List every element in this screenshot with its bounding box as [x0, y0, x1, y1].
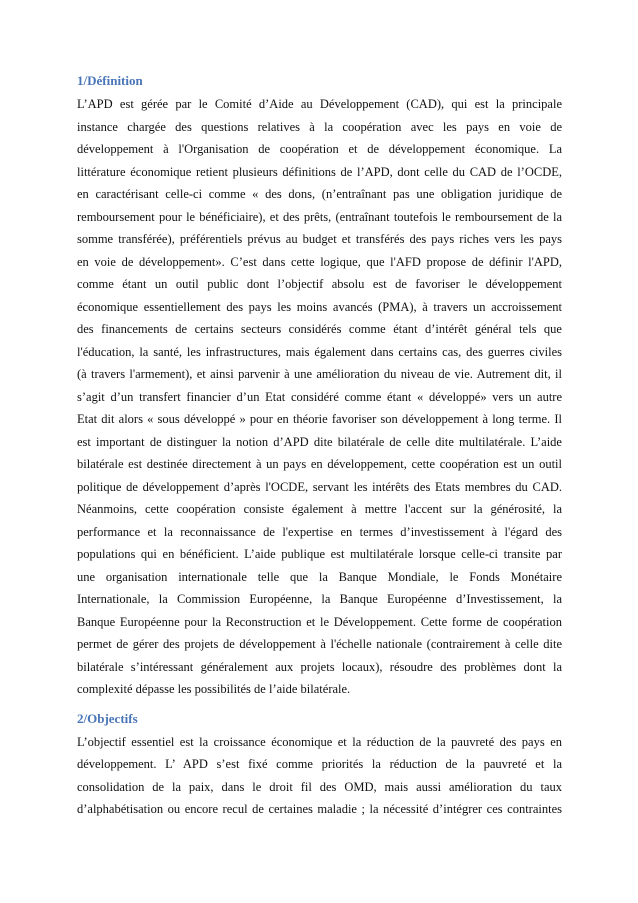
text-line: (à travers l'armement), et ainsi parvenir à une amélioration du niveau de vie. Autrement dit, il [77, 367, 562, 381]
text-line: développement à l'Organisation de coopération et de développement économique. La [77, 142, 562, 156]
paragraph-objectifs [77, 731, 562, 821]
text-line: une organisation internationale telle que la Banque Mondiale, le Fonds Monétaire [77, 569, 562, 584]
text-line: est important de distinguer la notion d’APD dite bilatérale de celle dite multilatérale. L’aide [77, 434, 562, 449]
text-line: l'éducation, la santé, les infrastructures, mais également dans certains cas, des guerres civiles [77, 344, 562, 359]
text-line: s’agit d’un transfert financier d’un Etat considéré comme étant « développé» vers un autre [77, 389, 562, 404]
text-line: remboursement pour le bénéficiaire), et des prêts, (entraînant toutefois le remboursement de la [77, 209, 562, 224]
text-line: Néanmoins, cette coopération consiste également à mettre l'accent sur la générosité, la [77, 502, 562, 516]
text-line: permet de gérer des projets de développement à l'échelle nationale (contrairement à celle dite [77, 637, 562, 651]
text-line: consolidation de la paix, dans le droit fil des OMD, mais aussi amélioration du taux [77, 779, 562, 794]
text-line: somme transférée), préférentiels prévus au budget et transférés des pays riches vers les pays [77, 232, 562, 246]
text-line: comme étant un outil public dont l’objectif absolu est de favoriser le développement [77, 277, 562, 291]
text-line: L’objectif essentiel est la croissance économique et la réduction de la pauvreté des pays en [77, 734, 562, 749]
paragraph-definition [77, 93, 562, 701]
text-line: Internationale, la Commission Européenne, la Banque Européenne d’Investissement, la [77, 592, 562, 606]
text-line: politique de développement d’après l'OCDE, servant les intérêts des Etats membres du CAD. [77, 479, 562, 494]
text-line: en caractérisant celle-ci comme « des dons, (n’entraînant pas une obligation juridique de [77, 187, 562, 201]
section-heading-definition: 1/Définition [77, 73, 143, 88]
text-line: populations qui en bénéficient. L’aide publique est multilatérale lorsque celle-ci transite par [77, 547, 562, 561]
text-line: développement. L’ APD s’est fixé comme priorités la réduction de la pauvreté et la [77, 757, 562, 771]
text-line: instance chargée des questions relatives à la coopération avec les pays en voie de [77, 119, 562, 134]
text-line: L’APD est gérée par le Comité d’Aide au Développement (CAD), qui est la principale [77, 97, 562, 111]
text-line: économique essentiellement des pays les moins avancés (PMA), à travers un accroissement [77, 299, 562, 314]
section-heading-objectifs: 2/Objectifs [77, 710, 138, 726]
text-line: Etat dit alors « sous développé » pour en théorie favoriser son développement à long terme. Il [77, 412, 562, 426]
document-page [77, 72, 562, 821]
text-line: bilatérale est destinée directement à un pays en développement, cette coopération est un outil [77, 457, 562, 471]
text-line: d’alphabétisation ou encore recul de certaines maladie ; la nécessité d’intégrer ces contraintes [77, 802, 562, 816]
text-line: des financements de certains secteurs considérés comme étant d’intérêt général tels que [77, 322, 562, 336]
text-line: Banque Européenne pour la Reconstruction et le Développement. Cette forme de coopération [77, 614, 562, 629]
text-line: performance et la reconnaissance de l'expertise en termes d’investissement à l'égard des [77, 524, 562, 539]
text-line: bilatérale s’intéressant généralement aux projets locaux), résoudre des problèmes dont la [77, 659, 562, 674]
text-line: complexité dépasse les possibilités de l’aide bilatérale. [77, 682, 351, 696]
text-line: en voie de développement». C’est dans cette logique, que l'AFD propose de définir l'APD, [77, 254, 562, 269]
text-line: littérature économique retient plusieurs définitions de l’APD, dont celle du CAD de l’OCDE, [77, 164, 562, 179]
